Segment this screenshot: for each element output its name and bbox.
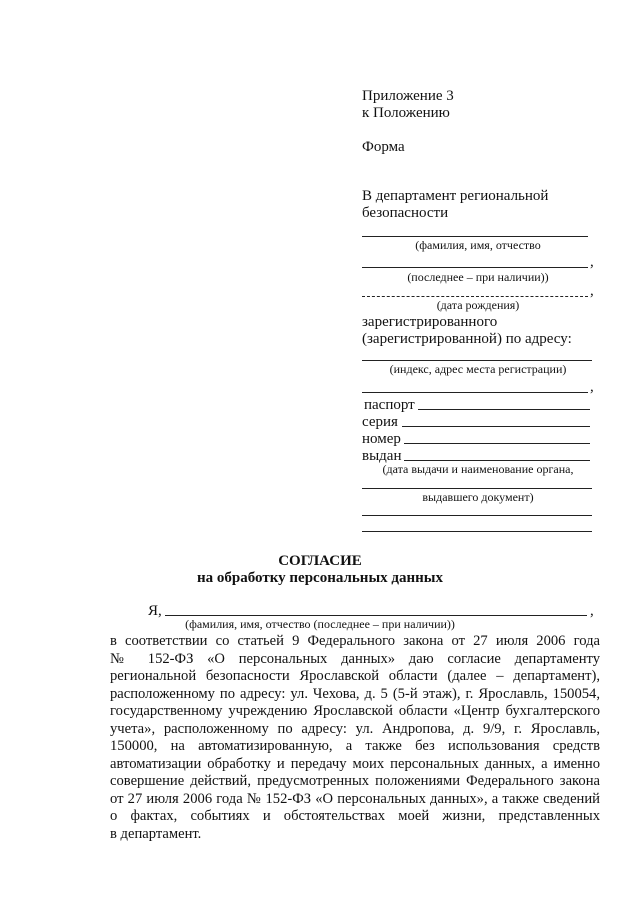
fio-line-2[interactable] <box>362 267 588 268</box>
fio-line[interactable] <box>362 236 588 237</box>
registered-line-2: (зарегистрированной) по адресу: <box>362 331 572 347</box>
appendix-reference: к Положению <box>362 105 450 121</box>
body-line: в соответствии со статьей 9 Федерального закона от 27 июля 2006 года <box>110 633 600 649</box>
issuer-caption: выдавшего документ) <box>422 490 534 504</box>
address-caption: (индекс, адрес места регистрации) <box>389 362 567 376</box>
consent-subtitle: на обработку персональных данных <box>197 570 443 586</box>
body-line: расположенному по адресу: ул. Чехова, д. 5 (5-й этаж), г. Ярославль, 150054, <box>110 685 600 702</box>
birthdate-caption: (дата рождения) <box>436 298 520 312</box>
comma-1: , <box>590 254 594 270</box>
body-line-last: в департамент. <box>110 825 202 842</box>
issued-line[interactable] <box>404 460 590 461</box>
appendix-number: Приложение 3 <box>362 88 454 104</box>
body-line: 150000, на автоматизированную, а также без использования средств <box>110 738 600 754</box>
passport-line[interactable] <box>418 409 590 410</box>
addressee-line-1: В департамент региональной <box>362 188 549 204</box>
series-line[interactable] <box>402 426 590 427</box>
extra-line-2[interactable] <box>362 531 592 532</box>
body-line: автоматизации обработку и передачу моих персональных данных, а именно <box>110 755 600 772</box>
issue-caption: (дата выдачи и наименование органа, <box>382 462 574 476</box>
number-line[interactable] <box>404 443 590 444</box>
registered-line-1: зарегистрированного <box>362 314 498 330</box>
body-line: учета», расположенному по адресу: ул. Андропова, д. 9/9, г. Ярославль, <box>110 720 600 737</box>
series-label: серия <box>362 414 398 430</box>
issued-label: выдан <box>362 448 402 464</box>
address-line[interactable] <box>362 360 592 361</box>
issuer-line[interactable] <box>362 488 592 489</box>
body-line: от 27 июля 2006 года № 152-ФЗ «О персональных данных», а также сведений <box>110 790 600 807</box>
body-line: совершение действий, предусмотренных положениями Федерального закона <box>110 773 600 789</box>
patronymic-caption: (последнее – при наличии)) <box>407 270 549 284</box>
body-line: региональной безопасности Ярославской области (далее – департамент), <box>110 668 600 684</box>
fio-caption: (фамилия, имя, отчество <box>415 238 541 252</box>
addressee-line-2: безопасности <box>362 205 449 221</box>
consent-body <box>110 633 600 843</box>
comma-2: , <box>590 283 594 299</box>
consent-fio-caption: (фамилия, имя, отчество (последнее – при наличии)) <box>185 617 455 631</box>
comma-4: , <box>590 603 594 619</box>
address-line-2[interactable] <box>362 392 588 393</box>
body-line: о фактах, событиях и обстоятельствах моей жизни, представленных <box>110 808 600 824</box>
birthdate-line[interactable] <box>362 296 588 297</box>
consent-title: СОГЛАСИЕ <box>278 553 362 569</box>
body-line: государственному учреждению Ярославской области «Центр бухгалтерского <box>110 703 600 719</box>
number-label: номер <box>362 431 401 447</box>
passport-label: паспорт <box>364 397 415 413</box>
form-label: Форма <box>362 139 405 155</box>
i-label: Я, <box>148 603 162 619</box>
consent-fio-line[interactable] <box>165 615 587 616</box>
body-line: № 152-ФЗ «О персональных данных» даю согласие департаменту <box>110 650 600 667</box>
comma-3: , <box>590 379 594 395</box>
extra-line-1[interactable] <box>362 515 592 516</box>
